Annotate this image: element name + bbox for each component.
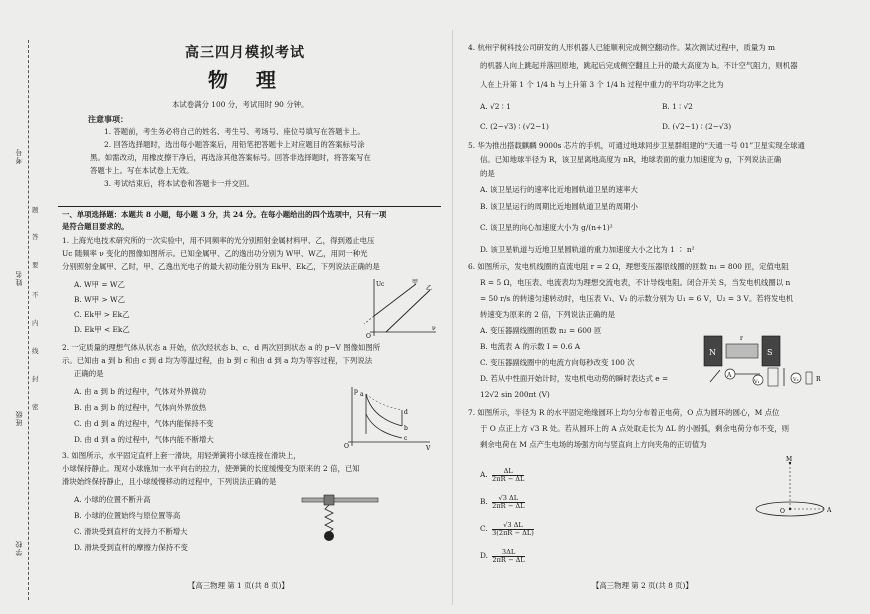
seal-char: 线 bbox=[32, 347, 39, 355]
q1-option-a: A. W甲 = W乙 bbox=[74, 280, 125, 289]
q6-fig-n: N bbox=[709, 348, 716, 357]
q2-figure bbox=[340, 384, 436, 450]
q7-text: 7. 如图所示，半径为 R 的水平固定绝缘圆环上均匀分布着正电荷，O 点为圆环的圆心，M 点位 bbox=[468, 408, 780, 417]
q1-option-b: B. W甲 > W乙 bbox=[74, 295, 125, 304]
q2-option-c: C. 由 d 到 a 的过程中，气体内能保持不变 bbox=[74, 419, 214, 428]
q1-text: 1. 上海光电技术研究所的一次实验中，用不同频率的光分别照射金属材料甲、乙，得到遏止电压 bbox=[62, 236, 375, 245]
q6-text: R = 5 Ω，电压表、电流表均为理想交流电表，不计导线电阻。闭合开关 S，当发电机线圈以 n bbox=[480, 278, 791, 287]
q4-text: 的机器人向上跳起并落回原地，跳起后完成侧空翻且上升的最大高度为 h。不计空气阻力，则机器 bbox=[480, 61, 798, 70]
q2-text: 示。已知由 a 到 b 和由 c 到 d 均为等温过程，由 b 到 c 和由 d 到 a 均为等容过程，下列说法 bbox=[62, 356, 373, 365]
q7-option-a-label: A. bbox=[480, 470, 488, 480]
q2-option-b: B. 由 a 到 b 的过程中，气体向外界放热 bbox=[74, 403, 207, 412]
q7-option-d-label: D. bbox=[480, 551, 489, 561]
q4-text: 人在上升第 1 个 1/4 h 与上升第 3 个 1/4 h 过程中重力的平均功率之比为 bbox=[480, 80, 724, 89]
q3-text: 滑块始终保持静止，且小球缓慢移动的过程中，下列说法正确的是 bbox=[62, 477, 277, 486]
q6-option-c: C. 变压器副线圈中的电流方向每秒改变 100 次 bbox=[480, 358, 635, 367]
q7-text: 于 O 点正上方 √3 R 处。若从圆环上的 A 点处取走长为 ΔL 的小圆弧，剩余电荷分布不变，则 bbox=[480, 424, 790, 433]
q7-option-d-den: 2πR − ΔL bbox=[492, 555, 525, 564]
q2-fig-d: d bbox=[404, 409, 408, 416]
section-heading: 一、单项选择题：本题共 8 小题，每小题 3 分，共 24 分。在每小题给出的四个选项中，只有一项 bbox=[62, 210, 387, 219]
q6-fig-v1: V₁ bbox=[754, 379, 760, 385]
seal-char: 内 bbox=[32, 319, 39, 327]
section-rule bbox=[58, 206, 441, 207]
note-item: 3. 考试结束后，将本试卷和答题卡一并交回。 bbox=[104, 179, 254, 188]
q7-figure bbox=[740, 455, 840, 521]
q2-fig-xlabel: V bbox=[426, 445, 431, 450]
q4-text: 4. 杭州宇树科技公司研发的人形机器人已能顺利完成侧空翻动作。某次测试过程中，质量为 m bbox=[468, 43, 775, 52]
q5-text: 5. 华为推出搭载麒麟 9000s 芯片的手机，可通过地球同步卫星群组建的“天通一号 01”卫星实现全球通 bbox=[468, 141, 805, 150]
note-item: 1. 答题前，考生务必将自己的姓名、考生号、考场号、座位号填写在答题卡上。 bbox=[104, 127, 365, 136]
q6-text: 转速变为原来的 2 倍，下列说法正确的是 bbox=[480, 310, 616, 319]
q6-option-d: D. 若从中性面开始计时，发电机电动势的瞬时表达式 e = bbox=[480, 374, 669, 383]
seal-char: 答 bbox=[32, 233, 39, 241]
q5-option-d: D. 该卫星轨道与近地卫星圆轨道的重力加速度大小之比为 1 ∶ n² bbox=[480, 245, 695, 254]
q6-fig-v2: V₂ bbox=[793, 377, 799, 383]
q5-option-c: C. 该卫星的向心加速度大小为 g/(n+1)² bbox=[480, 223, 613, 232]
notes-heading: 注意事项： bbox=[88, 114, 128, 124]
footer-left: 【高三物理 第 1 页(共 8 页)】 bbox=[188, 581, 289, 590]
binding-gutter bbox=[0, 0, 48, 614]
q2-fig-origin: O bbox=[344, 443, 349, 450]
q1-figure bbox=[360, 276, 440, 338]
q2-fig-a: a bbox=[360, 391, 364, 398]
q1-text: Uc 随频率 ν 变化的图像如图所示。已知金属甲、乙的逸出功分别为 W甲、W乙，用同一种光 bbox=[62, 249, 368, 258]
q5-option-b: B. 该卫星运行的周期比近地圆轨道卫星的周期小 bbox=[480, 202, 638, 211]
section-heading-cont: 是符合题目要求的。 bbox=[62, 222, 129, 231]
q7-option-d bbox=[480, 549, 525, 563]
q6-fig-s: S bbox=[767, 348, 773, 357]
q2-fig-b: b bbox=[404, 425, 408, 432]
note-item: 黑。如需改动，用橡皮擦干净后，再选涂其他答案标号。回答非选择题时，将答案写在 bbox=[90, 153, 371, 162]
q2-option-d: D. 由 d 到 a 的过程中，气体内能不断增大 bbox=[74, 435, 214, 444]
q1-option-d: D. Ek甲 < Ek乙 bbox=[74, 325, 130, 334]
q6-fig-r: R bbox=[816, 376, 821, 383]
q1-fig-xlabel: ν bbox=[432, 325, 436, 332]
q5-text: 的是 bbox=[480, 169, 495, 178]
q6-figure bbox=[700, 328, 830, 390]
q3-option-c: C. 滑块受到直杆的支持力不断增大 bbox=[74, 527, 188, 536]
q7-option-b-den: 2πR − ΔL bbox=[492, 501, 525, 510]
q4-option-b: B. 1 ∶ √2 bbox=[662, 102, 693, 111]
gutter-kaohao: 考号 bbox=[15, 148, 23, 164]
q7-option-c-den: 3(2πR − ΔL) bbox=[492, 528, 534, 537]
subject-title: 物 理 bbox=[208, 68, 276, 92]
q7-option-c-num: √3 ΔL bbox=[492, 522, 534, 530]
score-line: 本试卷满分 100 分，考试用时 90 分钟。 bbox=[172, 100, 309, 109]
q3-option-b: B. 小球的位置始终与原位置等高 bbox=[74, 511, 181, 520]
q6-text: 6. 如图所示，发电机线圈的直流电阻 r = 2 Ω，理想变压器原线圈的匝数 n₁ = 800 匝，定值电阻 bbox=[468, 262, 789, 271]
seal-char: 封 bbox=[32, 375, 39, 383]
q7-text: 剩余电荷在 M 点产生电场的场强方向与竖直向上方向夹角的正切值为 bbox=[480, 440, 707, 449]
note-item: 答题卡上。写在本试卷上无效。 bbox=[90, 166, 194, 175]
q1-fig-line1: 甲 bbox=[412, 279, 419, 286]
gutter-xuexiao: 学校 bbox=[15, 540, 23, 556]
q7-option-a-num: ΔL bbox=[492, 468, 524, 476]
q1-text: 分别照射金属甲、乙时，甲、乙逸出光电子的最大初动能分别为 Ek甲、Ek乙，下列说法正确的是 bbox=[62, 262, 380, 271]
q7-option-a-den: 2πR − ΔL bbox=[492, 474, 525, 483]
q7-option-c-label: C. bbox=[480, 524, 488, 534]
seal-char: 题 bbox=[32, 206, 39, 214]
q7-option-b-label: B. bbox=[480, 497, 488, 507]
q6-option-a: A. 变压器副线圈的匝数 n₂ = 600 匝 bbox=[480, 326, 602, 335]
q2-fig-c: c bbox=[404, 435, 408, 442]
q2-text: 2. 一定质量的理想气体从状态 a 开始，依次经状态 b、c、d 两次回到状态 a 的 p−V 图像如图所 bbox=[62, 343, 381, 352]
q1-fig-ylabel: Uc bbox=[376, 281, 385, 288]
q6-text: = 50 r/s 的转速匀速转动时，电压表 V₁、V₂ 的示数分别为 U₁ = 6 V，U₂ = 3 V。若将发电机 bbox=[480, 294, 794, 303]
q4-option-d: D. (√2−1) ∶ (2−√3) bbox=[662, 122, 732, 131]
q1-option-c: C. Ek甲 > Ek乙 bbox=[74, 310, 130, 319]
q7-option-b bbox=[480, 495, 525, 509]
q6-fig-a: A bbox=[727, 372, 732, 379]
q2-text: 正确的是 bbox=[74, 369, 104, 378]
exam-title: 高三四月模拟考试 bbox=[185, 45, 305, 61]
q6-option-d-cont: 12√2 sin 200πt (V) bbox=[480, 390, 550, 399]
q6-fig-r-small: r bbox=[740, 335, 743, 342]
q1-fig-origin: O bbox=[366, 333, 371, 338]
q3-option-a: A. 小球的位置不断升高 bbox=[74, 495, 151, 504]
gutter-cut-line bbox=[28, 40, 29, 600]
footer-right: 【高三物理 第 2 页(共 8 页)】 bbox=[592, 581, 693, 590]
q4-option-a: A. √2 ∶ 1 bbox=[480, 102, 511, 111]
gutter-xingming: 姓名 bbox=[15, 270, 23, 286]
q7-option-c bbox=[480, 522, 534, 536]
q7-fig-m: M bbox=[786, 456, 793, 463]
gutter-banji: 班级 bbox=[15, 410, 23, 426]
q7-option-b-num: √3 ΔL bbox=[492, 495, 524, 503]
q3-text: 小球保持静止。现对小球施加一水平向右的拉力，使弹簧的长度缓慢变为原来的 2 倍，已知 bbox=[62, 464, 360, 473]
q2-option-a: A. 由 a 到 b 的过程中，气体对外界做功 bbox=[74, 387, 207, 396]
page-divider bbox=[452, 30, 453, 605]
seal-char: 密 bbox=[32, 403, 39, 411]
q7-fig-a: A bbox=[827, 507, 832, 514]
q6-option-b: B. 电流表 A 的示数 I = 0.6 A bbox=[480, 342, 581, 351]
q7-option-d-num: 3ΔL bbox=[492, 549, 524, 557]
q3-text: 3. 如图所示，水平固定直杆上套一滑块，用轻弹簧将小球连接在滑块上， bbox=[62, 451, 301, 460]
q3-option-d: D. 滑块受到直杆的摩擦力保持不变 bbox=[74, 543, 188, 552]
q5-option-a: A. 该卫星运行的速率比近地圆轨道卫星的速率大 bbox=[480, 185, 638, 194]
seal-char: 不 bbox=[32, 291, 39, 299]
q3-figure bbox=[300, 492, 380, 546]
q5-text: 信。已知地球半径为 R，该卫星离地高度为 nR，地球表面的重力加速度为 g，下列说法正确 bbox=[480, 155, 782, 164]
q4-option-c: C. (2−√3) ∶ (√2−1) bbox=[480, 122, 549, 131]
q7-fig-o: O bbox=[780, 508, 785, 515]
q1-fig-line2: 乙 bbox=[426, 285, 433, 292]
seal-char: 要 bbox=[32, 261, 39, 269]
q7-option-a bbox=[480, 468, 524, 482]
q2-fig-ylabel: p bbox=[354, 388, 358, 395]
note-item: 2. 回答选择题时，选出每小题答案后，用铅笔把答题卡上对应题目的答案标号涂 bbox=[104, 140, 365, 149]
